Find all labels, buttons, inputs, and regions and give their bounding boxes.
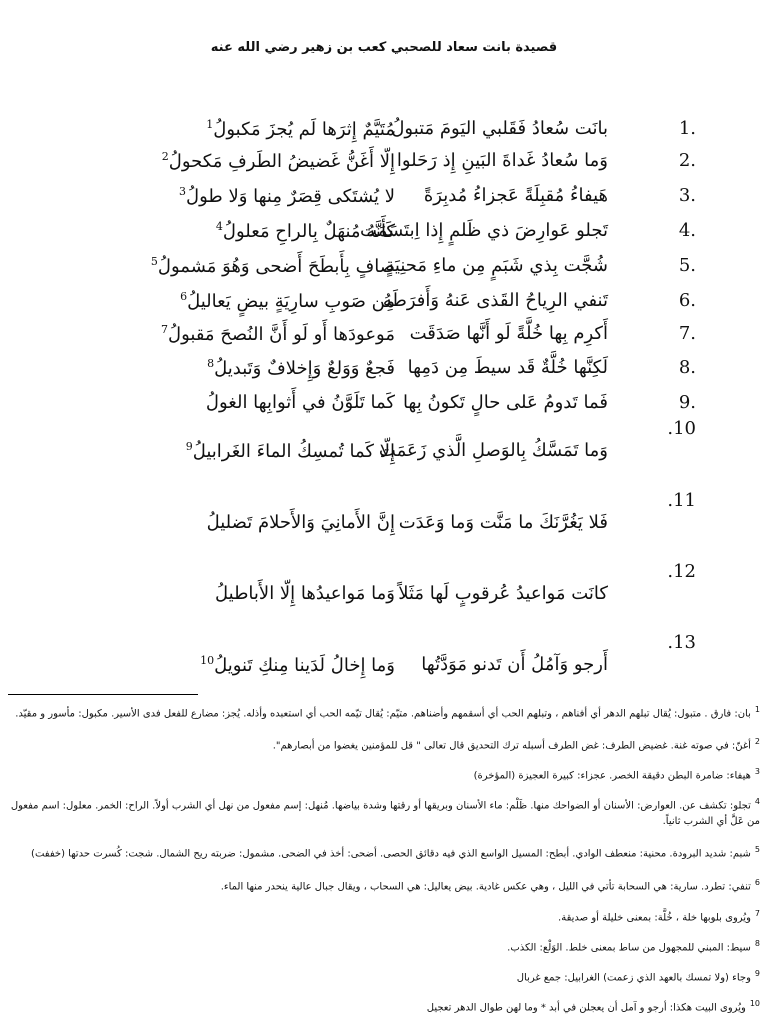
footnote-text: ويُروى بلوبها خلة ، خُلَّة: بمعنى خليلة أو صديقة. (558, 912, 751, 924)
footnote-marker: 1 (206, 118, 214, 131)
verse-row (0, 185, 768, 215)
footnote (8, 702, 760, 722)
footnote-number: 6 (754, 878, 760, 887)
verse-number: 6. (678, 290, 696, 311)
verse-first-hemistich: فَما تَدومُ عَلى حالٍ تَكونُ بِها (402, 392, 608, 413)
footnote-divider (8, 694, 198, 695)
verse-row (0, 150, 768, 180)
verse-first-hemistich: هَيفاءُ مُقبِلَةً عَجزاءُ مُدبِرَةً (423, 185, 608, 206)
footnote-text: هيفاء: ضامرة البطن دقيقة الخصر. عجزاء: كبيرة العجيزة (المؤخرة) (473, 770, 751, 782)
footnote-number: 10 (749, 999, 760, 1008)
verse-second-hemistich: مَوعودَها أَو لَو أَنَّ النُصحَ مَقبولُ$^7$ (161, 323, 395, 345)
footnote-text: ويُروى البيت هكذا: أرجو و آمل أن يعجلن في أبد * وما لهن طوال الدهر تعجيل (426, 1002, 746, 1014)
verse-second-hemistich: إِلّا أَغَنُّ غَضيضُ الطَرفِ مَكحولُ$^2$ (161, 150, 395, 172)
footnote-text: سيط: المبني للمجهول من ساط بمعنى خلط. الوَلْع: الكذب. (507, 942, 751, 954)
verse-row (0, 255, 768, 285)
verse-second-hemistich: مِن صَوبِ سارِيَةٍ بيضٍ يَعاليلُ$^6$ (180, 290, 395, 312)
verse-second-hemistich: فَجعٌ وَوَلعٌ وَإِخلافٌ وَتَبديلُ$^8$ (207, 357, 395, 379)
footnote (8, 842, 760, 862)
verse-second-hemistich: لا يُشتَكى قِصَرٌ مِنها وَلا طولُ$^3$ (179, 185, 395, 207)
verse-first-hemistich: تَنفي الرِياحُ القَذى عَنهُ وَأَفرَطَهُ (382, 290, 608, 311)
footnote (8, 875, 760, 895)
verse-second-hemistich: صافٍ بِأَبطَحَ أَضحى وَهُوَ مَشمولُ$^5$ (150, 255, 395, 277)
verse-first-hemistich: أَرجو وَآمُلُ أَن تَدنو مَوَدَّتُها (421, 654, 608, 675)
verse-row (0, 220, 768, 250)
verse-second-hemistich: كَأَنَّهُ مُنهَلٌ بِالراحِ مَعلولُ$^4$ (215, 220, 395, 242)
footnote-text: تجلو: تكشف عن. العوارض: الأسنان أو الضواحك منها. ظَلْم: ماء الأسنان وبريقها أو رقتها وشدة بياضها. مُنهل: إسم مفعول من نهل أي الشرب أولاً. الراح: الخمر. معلول: اسم مفعول من عَلَّ أي الشرب ثانياً. (10, 800, 760, 828)
footnote (8, 996, 760, 1016)
verse-number: 1. (678, 118, 696, 139)
footnote-number: 3 (754, 767, 760, 776)
footnote-text: تنفي: تطرد. سارية: هي السحابة تأتي في الليل ، وهي عكس غادية. بيض يعاليل: هي السحاب ، ويقال جبال عالية ينحدر منها الماء. (220, 881, 751, 893)
verse-row (0, 490, 768, 533)
footnote-marker: 8 (207, 357, 215, 370)
verse-number: .12 (667, 561, 696, 582)
footnote (8, 764, 760, 784)
verse-number: .11 (667, 490, 696, 511)
verse-first-hemistich: أَكرِم بِها خُلَّةً لَو أَنَّها صَدَقَت (409, 323, 608, 344)
verse-row (0, 118, 768, 148)
footnote-text: بان: فارق . متبول: يُقال تبلهم الدهر أي أفناهم ، وتبلهم الحب أي أسقمهم وأضناهم. متيّم: يُقال تيّمه الحب أي استعبده وأذله. يُجز: مضارع للفعل فدى الأسير. مكبول: مأسور و مقيّد. (15, 708, 751, 720)
verse-second-hemistich: إِنَّ الأَمانِيَ وَالأَحلامَ تَضليلُ (206, 512, 395, 533)
footnote-number: 1 (754, 705, 760, 714)
verse-first-hemistich: كانَت مَواعيدُ عُرقوبٍ لَها مَثَلاً (398, 583, 608, 604)
verse-number: .13 (667, 632, 696, 653)
verse-first-hemistich: تَجلو عَوارِضَ ذي ظَلمٍ إِذا اِبتَسَمَت (360, 220, 608, 241)
footnote-number: 7 (754, 909, 760, 918)
footnote-marker: 9 (185, 440, 193, 453)
verse-row (0, 418, 768, 462)
footnote-marker: 6 (180, 290, 188, 303)
verse-row (0, 323, 768, 353)
footnote (8, 936, 760, 956)
page-title: قصيدة بانت سعاد للصحبي كعب بن زهير رضي الله عنه (210, 40, 558, 55)
verse-row (0, 392, 768, 422)
footnote (8, 966, 760, 986)
footnote-marker: 4 (215, 220, 223, 233)
verse-row (0, 357, 768, 387)
footnote-number: 8 (754, 939, 760, 948)
footnote (8, 906, 760, 926)
footnote-number: 4 (754, 797, 760, 806)
verse-number: 2. (678, 150, 696, 171)
verse-number: 5. (678, 255, 696, 276)
footnote-text: شبم: شديد البرودة. محنية: منعطف الوادي. أبطح: المسيل الواسع الذي فيه دقائق الحصى. أضحى: أخذ في الضحى. مشمول: ضربته ريح الشمال. شجت: كُسرت حدتها (خففت) (31, 848, 751, 860)
footnote-marker: 3 (179, 185, 187, 198)
footnote (8, 794, 760, 830)
footnote-marker: 5 (150, 255, 158, 268)
footnote-text: وجاء (ولا تمسك بالعهد الذي زعمت) الغرابيل: جمع غربال (516, 972, 751, 984)
verse-number: .10 (667, 418, 696, 439)
verse-second-hemistich: وَما إِخالُ لَدَينا مِنكِ تَنويلُ$^{10}$ (200, 654, 395, 676)
verse-first-hemistich: بانَت سُعادُ فَقَلبي اليَومَ مَتبولُ (391, 118, 608, 139)
footnote-number: 5 (754, 845, 760, 854)
verse-number: 4. (678, 220, 696, 241)
verse-second-hemistich: إِلّا كَما تُمسِكُ الماءَ الغَرابيلُ$^9$ (185, 440, 395, 462)
verse-number: 3. (678, 185, 696, 206)
verse-number: 9. (678, 392, 696, 413)
verse-second-hemistich: وَما مَواعيدُها إِلّا الأَباطيلُ (215, 583, 395, 604)
footnote (8, 734, 760, 754)
verse-second-hemistich: كَما تَلَوَّنُ في أَثوابِها الغولُ (205, 392, 395, 413)
verse-second-hemistich: مُتَيَّمٌ إِثرَها لَم يُجزَ مَكبولُ$^1$ (206, 118, 395, 140)
footnote-marker: 10 (200, 654, 215, 667)
verse-first-hemistich: وَما تَمَسَّكُ بِالوَصلِ الَّذي زَعَمَت (378, 440, 608, 461)
verse-first-hemistich: فَلا يَغُرَّنَكَ ما مَنَّت وَما وَعَدَت (398, 512, 608, 533)
verse-row (0, 290, 768, 320)
verse-number: 8. (678, 357, 696, 378)
footnote-number: 9 (754, 969, 760, 978)
footnote-marker: 7 (161, 323, 169, 336)
footnote-number: 2 (754, 737, 760, 746)
verse-row (0, 632, 768, 676)
footnote-text: أغنّ: في صوته غنة. غضيض الطرف: غض الطرف أسبله ترك التحديق قال تعالى " قل للمؤمنين يغضوا من أبصارهم". (272, 740, 751, 752)
footnote-marker: 2 (161, 150, 169, 163)
verse-number: 7. (678, 323, 696, 344)
verse-first-hemistich: شُجَّت بِذي شَبَمٍ مِن ماءِ مَحنِيَةٍ (385, 255, 608, 276)
verse-row (0, 561, 768, 604)
verse-first-hemistich: لَكِنَّها خُلَّةٌ قَد سيطَ مِن دَمِها (407, 357, 608, 378)
verse-first-hemistich: وَما سُعادُ غَداةَ البَينِ إِذ رَحَلوا (396, 150, 608, 171)
